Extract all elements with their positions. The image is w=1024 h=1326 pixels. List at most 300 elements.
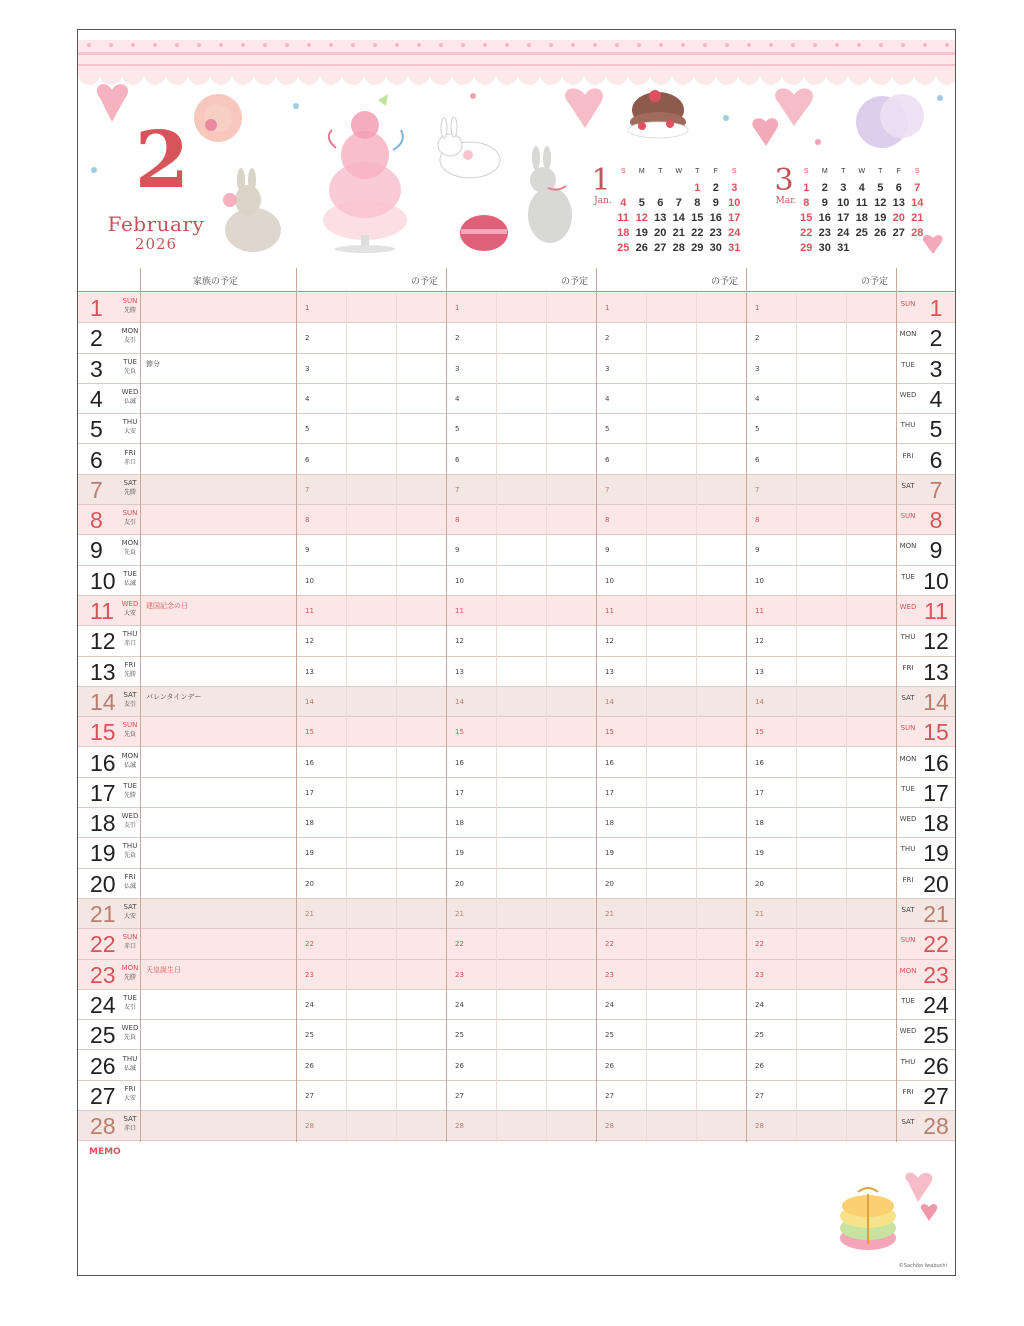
day-number: 26 — [90, 1052, 116, 1079]
day-number: 16 — [90, 749, 116, 776]
mini-day: 8 — [803, 197, 810, 209]
day-row[interactable] — [78, 535, 956, 565]
right-weekday-label: TUE — [901, 784, 915, 793]
mini-day: 31 — [728, 242, 741, 254]
right-day-number: 25 — [923, 1022, 949, 1049]
mini-day: 9 — [821, 197, 828, 209]
day-number: 12 — [90, 628, 116, 655]
day-row[interactable] — [78, 445, 956, 475]
member-cell-day-number: 27 — [755, 1091, 764, 1100]
day-row[interactable] — [78, 687, 956, 717]
right-weekday-label: SAT — [901, 481, 915, 490]
member-cell-day-number: 27 — [305, 1091, 314, 1100]
mini-day: 27 — [654, 242, 667, 254]
rabbit-illustration — [528, 146, 572, 243]
weekday-label: FRI — [124, 872, 136, 881]
member-cell-day-number: 13 — [455, 667, 464, 676]
macaron-icon — [194, 94, 242, 142]
mini-week-row — [614, 211, 744, 226]
right-day-number: 1 — [929, 295, 943, 321]
weekday-label: SAT — [123, 690, 137, 699]
member-cell-day-number: 28 — [305, 1122, 314, 1131]
mini-day: 12 — [635, 212, 648, 224]
rokuyo-label: 仏滅 — [123, 761, 136, 769]
month-name: February — [107, 212, 205, 236]
day-row[interactable] — [78, 384, 956, 414]
right-weekday-label: SAT — [901, 906, 915, 914]
mini-day: 31 — [837, 242, 850, 254]
member-cell-day-number: 10 — [755, 576, 764, 585]
day-number: 11 — [90, 598, 114, 624]
sub-column-divider — [346, 293, 347, 1142]
day-row[interactable] — [78, 778, 956, 808]
member-cell-day-number: 10 — [305, 576, 314, 585]
right-weekday-label: MON — [899, 754, 917, 763]
member-cell-day-number: 4 — [455, 394, 460, 403]
column-divider — [446, 268, 447, 1142]
mini-day: 21 — [911, 212, 924, 224]
day-number: 13 — [90, 658, 116, 685]
member-cell-day-number: 26 — [755, 1061, 764, 1070]
day-number: 14 — [90, 688, 116, 715]
mini-day: 16 — [709, 212, 722, 224]
day-number: 1 — [90, 295, 103, 321]
day-number: 28 — [90, 1113, 116, 1140]
heart-icon — [565, 88, 603, 128]
mini-day: 9 — [712, 197, 719, 209]
right-weekday-label: WED — [899, 815, 917, 824]
mini-day — [614, 181, 633, 196]
pancake-illustration — [628, 90, 688, 138]
member-cell-day-number: 19 — [305, 849, 314, 858]
mini-month-number: 3 — [774, 163, 794, 198]
rokuyo-label: 先勝 — [123, 670, 136, 678]
member-cell-day-number: 2 — [455, 334, 460, 343]
right-day-number: 7 — [929, 476, 943, 503]
right-weekday-label: SUN — [900, 936, 916, 945]
rokuyo-label: 友引 — [123, 822, 136, 830]
member-cell-day-number: 5 — [605, 425, 610, 434]
weekday-label: WED — [121, 1024, 139, 1033]
mini-day: 5 — [877, 182, 884, 194]
day-row[interactable] — [78, 748, 956, 778]
weekday-label: SUN — [122, 297, 138, 305]
member-cell-day-number: 27 — [455, 1091, 464, 1100]
member-cell-day-number: 17 — [305, 788, 314, 797]
heart-icon — [752, 118, 778, 146]
mini-day: 6 — [657, 197, 664, 209]
member-cell-day-number: 18 — [755, 819, 764, 828]
mini-week-row — [797, 211, 927, 226]
member-cell-day-number: 18 — [305, 819, 314, 828]
right-day-number: 9 — [929, 537, 943, 564]
member-cell-day-number: 3 — [305, 364, 310, 373]
mini-day: 23 — [709, 227, 722, 239]
heart-icon — [905, 1173, 932, 1202]
mini-day: 18 — [617, 227, 630, 239]
member-cell-day-number: 9 — [305, 546, 310, 555]
member-cell-day-number: 26 — [455, 1061, 464, 1070]
weekday-label: SUN — [122, 721, 138, 730]
mini-day: 6 — [895, 182, 902, 194]
rokuyo-label: 友引 — [123, 700, 136, 708]
day-row[interactable] — [78, 414, 956, 444]
right-day-number: 26 — [923, 1052, 949, 1079]
mini-day: 26 — [874, 227, 887, 239]
heart-icon — [775, 88, 813, 126]
column-divider — [896, 268, 897, 1142]
right-day-number: 12 — [923, 628, 949, 655]
day-row[interactable] — [78, 596, 956, 626]
member-cell-day-number: 14 — [455, 697, 464, 706]
member-cell-day-number: 20 — [755, 879, 764, 888]
right-day-number: 13 — [923, 658, 949, 685]
right-weekday-label: TUE — [901, 360, 915, 369]
column-divider — [140, 268, 141, 1142]
member-cell-day-number: 11 — [455, 607, 464, 615]
day-row[interactable] — [78, 323, 956, 353]
member-cell-day-number: 17 — [755, 788, 764, 797]
rokuyo-label: 先負 — [123, 731, 136, 739]
member-cell-day-number: 12 — [755, 637, 764, 646]
weekday-label: SUN — [122, 509, 138, 518]
event-label: 天皇誕生日 — [146, 965, 181, 974]
rokuyo-label: 赤口 — [123, 458, 136, 466]
day-row[interactable] — [78, 717, 956, 747]
member-schedule-header: の予定 — [411, 277, 439, 287]
mini-week-row — [797, 196, 927, 211]
mini-day: 15 — [691, 212, 704, 224]
member-cell-day-number: 19 — [455, 849, 464, 858]
right-weekday-label: THU — [900, 845, 916, 854]
mini-weekday-head: F — [896, 168, 901, 175]
mini-calendar-grid — [614, 166, 744, 256]
sub-column-divider — [646, 293, 647, 1142]
memo-illustration — [828, 1170, 956, 1260]
rokuyo-label: 先負 — [123, 1034, 136, 1042]
rokuyo-label: 先負 — [123, 852, 136, 860]
day-number: 8 — [90, 507, 103, 534]
weekday-label: WED — [121, 387, 139, 396]
rokuyo-label: 先負 — [123, 367, 136, 375]
mini-weekday-head: S — [731, 168, 737, 175]
weekday-label: THU — [122, 418, 138, 427]
mini-day — [871, 241, 890, 256]
member-cell-day-number: 8 — [755, 516, 760, 525]
mini-weekday-row — [614, 166, 744, 181]
mini-day: 2 — [712, 182, 719, 194]
weekday-label: MON — [121, 963, 139, 972]
member-cell-day-number: 20 — [605, 879, 614, 888]
mini-day: 25 — [855, 227, 868, 239]
rokuyo-label: 友引 — [123, 1003, 136, 1011]
mini-day: 14 — [911, 197, 924, 209]
day-row[interactable] — [78, 293, 956, 323]
mini-day: 17 — [837, 212, 850, 224]
mini-day: 10 — [728, 197, 741, 209]
member-cell-day-number: 10 — [605, 576, 614, 585]
heart-icon — [97, 84, 128, 122]
member-cell-day-number: 25 — [605, 1031, 614, 1040]
day-row[interactable] — [78, 657, 956, 687]
member-cell-day-number: 22 — [455, 940, 464, 949]
sub-column-divider — [496, 293, 497, 1142]
right-day-number: 14 — [923, 688, 949, 715]
month-number: 2 — [134, 115, 188, 206]
mini-day: 11 — [617, 212, 630, 224]
mini-day: 19 — [635, 227, 648, 239]
mini-day — [853, 241, 872, 256]
day-number: 2 — [90, 325, 103, 352]
mini-day: 30 — [709, 242, 722, 254]
mini-day: 23 — [818, 227, 831, 239]
event-label: 節分 — [146, 359, 160, 368]
member-cell-day-number: 18 — [455, 819, 464, 828]
member-cell-day-number: 1 — [305, 304, 310, 312]
mini-week-row — [614, 226, 744, 241]
rokuyo-label: 赤口 — [123, 943, 136, 951]
right-day-number: 18 — [923, 810, 949, 837]
member-cell-day-number: 9 — [455, 546, 460, 555]
member-cell-day-number: 25 — [305, 1031, 314, 1040]
day-row[interactable] — [78, 1051, 956, 1081]
right-weekday-label: MON — [899, 330, 917, 339]
day-row[interactable] — [78, 960, 956, 990]
member-cell-day-number: 7 — [305, 485, 310, 494]
right-weekday-label: TUE — [901, 996, 915, 1005]
member-cell-day-number: 5 — [455, 425, 460, 434]
member-cell-day-number: 7 — [755, 485, 760, 494]
right-weekday-label: FRI — [902, 451, 914, 460]
rokuyo-label: 大安 — [123, 428, 136, 436]
mini-day — [908, 241, 927, 256]
sub-column-divider — [796, 293, 797, 1142]
flower-icon — [91, 167, 97, 173]
flower-icon — [723, 115, 729, 121]
mini-day: 21 — [672, 227, 685, 239]
member-cell-day-number: 18 — [605, 819, 614, 828]
member-cell-day-number: 26 — [305, 1061, 314, 1070]
schedule-grid — [78, 268, 956, 1142]
mini-month-number: 1 — [591, 163, 611, 198]
right-weekday-label: WED — [899, 1027, 917, 1036]
member-cell-day-number: 11 — [755, 607, 764, 615]
family-schedule-header: 家族の予定 — [193, 277, 239, 287]
right-weekday-label: THU — [900, 421, 916, 430]
mini-day: 3 — [840, 182, 847, 194]
weekday-label: FRI — [124, 1084, 136, 1093]
day-row[interactable] — [78, 929, 956, 959]
day-row[interactable] — [78, 1111, 956, 1141]
member-cell-day-number: 22 — [755, 940, 764, 949]
memo-label: MEMO — [89, 1147, 121, 1157]
grid-header-row — [78, 268, 956, 292]
day-number: 21 — [90, 901, 116, 927]
weekday-label: TUE — [123, 569, 137, 578]
right-day-number: 19 — [923, 840, 949, 867]
rokuyo-label: 仏滅 — [123, 1064, 136, 1072]
mini-weekday-head: T — [841, 168, 846, 175]
day-row[interactable] — [78, 808, 956, 838]
member-cell-day-number: 21 — [755, 910, 764, 918]
member-cell-day-number: 12 — [305, 637, 314, 646]
day-number: 17 — [90, 779, 116, 806]
member-cell-day-number: 7 — [455, 485, 460, 494]
right-day-number: 4 — [929, 385, 943, 412]
member-cell-day-number: 23 — [755, 970, 764, 979]
member-cell-day-number: 16 — [455, 758, 464, 767]
flower-icon — [937, 95, 943, 101]
rabbit-illustration — [438, 117, 500, 178]
mini-day — [890, 241, 909, 256]
rokuyo-label: 先勝 — [123, 307, 136, 314]
member-cell-day-number: 13 — [305, 667, 314, 676]
member-cell-day-number: 12 — [605, 637, 614, 646]
weekday-label: WED — [121, 812, 139, 821]
right-day-number: 8 — [929, 507, 943, 534]
column-divider — [296, 268, 297, 1142]
weekday-label: FRI — [124, 448, 136, 457]
mini-day: 14 — [672, 212, 685, 224]
day-number: 19 — [90, 840, 116, 867]
mini-weekday-head: T — [658, 168, 663, 175]
mini-weekday-head: S — [914, 168, 920, 175]
mini-day: 7 — [675, 197, 682, 209]
mini-day: 27 — [892, 227, 905, 239]
mini-day: 29 — [691, 242, 704, 254]
mini-week-row — [614, 196, 744, 211]
mini-weekday-head: W — [858, 168, 866, 175]
mini-day: 10 — [837, 197, 850, 209]
member-cell-day-number: 28 — [755, 1122, 764, 1131]
mini-day: 12 — [874, 197, 887, 209]
mini-day: 24 — [837, 227, 850, 239]
member-cell-day-number: 4 — [305, 394, 310, 403]
day-number: 5 — [90, 416, 103, 443]
column-divider — [746, 268, 747, 1142]
member-cell-day-number: 23 — [455, 970, 464, 979]
mini-day: 5 — [638, 197, 645, 209]
member-cell-day-number: 9 — [755, 546, 760, 555]
day-number: 24 — [90, 991, 116, 1018]
flower-icon — [293, 103, 299, 109]
mini-day: 20 — [654, 227, 667, 239]
member-cell-day-number: 21 — [605, 910, 614, 918]
right-day-number: 3 — [929, 355, 943, 382]
member-cell-day-number: 2 — [755, 334, 760, 343]
mini-day: 1 — [803, 182, 810, 194]
rokuyo-label: 友引 — [123, 337, 136, 345]
member-cell-day-number: 3 — [455, 364, 460, 373]
mini-week-row — [797, 181, 927, 196]
weekday-label: TUE — [123, 357, 137, 366]
rokuyo-label: 先負 — [123, 549, 136, 557]
member-cell-day-number: 13 — [755, 667, 764, 676]
day-row[interactable] — [78, 1020, 956, 1050]
member-cell-day-number: 24 — [455, 1000, 464, 1009]
member-cell-day-number: 25 — [755, 1031, 764, 1040]
weekday-label: MON — [121, 539, 139, 548]
mini-day: 28 — [911, 227, 924, 239]
day-row[interactable] — [78, 566, 956, 596]
day-number: 7 — [90, 476, 103, 503]
right-weekday-label: TUE — [901, 572, 915, 581]
mini-weekday-head: F — [713, 168, 718, 175]
day-number: 9 — [90, 537, 103, 564]
member-cell-day-number: 8 — [305, 516, 310, 525]
day-row[interactable] — [78, 1081, 956, 1111]
right-day-number: 23 — [923, 961, 949, 988]
member-cell-day-number: 14 — [755, 697, 764, 706]
rokuyo-label: 仏滅 — [123, 579, 136, 587]
heart-icon — [921, 1204, 937, 1221]
member-cell-day-number: 1 — [605, 304, 610, 312]
mini-day: 11 — [855, 197, 868, 209]
mini-day: 22 — [691, 227, 704, 239]
day-row[interactable] — [78, 475, 956, 505]
mini-week-row — [797, 226, 927, 241]
right-weekday-label: SUN — [900, 512, 916, 521]
weekday-label: SAT — [123, 903, 137, 911]
weekday-label: MON — [121, 751, 139, 760]
member-cell-day-number: 7 — [605, 485, 610, 494]
member-cell-day-number: 24 — [605, 1000, 614, 1009]
mini-day: 28 — [672, 242, 685, 254]
rokuyo-label: 先勝 — [123, 973, 136, 981]
mini-day: 30 — [818, 242, 831, 254]
day-row[interactable] — [78, 505, 956, 535]
member-cell-day-number: 5 — [305, 425, 310, 434]
member-cell-day-number: 28 — [605, 1122, 614, 1131]
mini-weekday-head: W — [675, 168, 683, 175]
member-cell-day-number: 23 — [305, 970, 314, 979]
event-label: 建国記念の日 — [146, 602, 188, 610]
day-row[interactable] — [78, 354, 956, 384]
right-day-number: 16 — [923, 749, 949, 776]
rabbit-illustration — [223, 168, 281, 252]
mini-day: 22 — [800, 227, 813, 239]
rokuyo-label: 仏滅 — [123, 397, 136, 405]
member-cell-day-number: 26 — [605, 1061, 614, 1070]
day-row[interactable] — [78, 899, 956, 929]
member-cell-day-number: 16 — [305, 758, 314, 767]
right-day-number: 5 — [929, 416, 943, 443]
rokuyo-label: 先勝 — [123, 488, 136, 496]
weekday-label: THU — [122, 1054, 138, 1063]
day-number: 25 — [90, 1022, 116, 1049]
member-cell-day-number: 21 — [455, 910, 464, 918]
event-label: バレンタインデー — [146, 692, 202, 701]
day-row[interactable] — [78, 990, 956, 1020]
right-weekday-label: FRI — [902, 875, 914, 884]
member-cell-day-number: 16 — [755, 758, 764, 767]
right-day-number: 27 — [923, 1082, 949, 1109]
day-row[interactable] — [78, 838, 956, 868]
member-cell-day-number: 15 — [605, 728, 614, 737]
day-row[interactable] — [78, 869, 956, 899]
sub-column-divider — [396, 293, 397, 1142]
mini-day: 4 — [620, 197, 627, 209]
rokuyo-label: 友引 — [123, 519, 136, 527]
mini-day: 15 — [800, 212, 813, 224]
mini-day: 2 — [821, 182, 828, 194]
right-day-number: 15 — [923, 719, 949, 746]
day-row[interactable] — [78, 626, 956, 656]
right-weekday-label: SUN — [900, 300, 916, 308]
mini-day: 16 — [818, 212, 831, 224]
day-number: 18 — [90, 810, 116, 837]
day-number: 20 — [90, 870, 116, 897]
